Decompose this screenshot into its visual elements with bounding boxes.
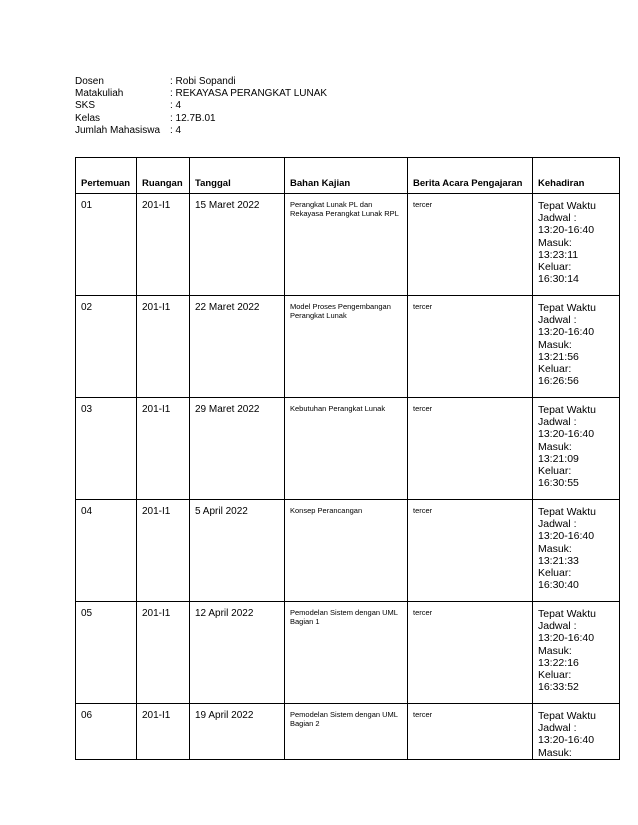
info-value: : Robi Sopandi <box>170 76 236 87</box>
table-row <box>76 194 620 296</box>
cell-bahan-kajian: Kebutuhan Perangkat Lunak <box>285 398 408 500</box>
header-kehadiran: Kehadiran <box>533 158 620 194</box>
info-row-sks <box>75 100 327 112</box>
info-label: SKS <box>75 100 96 112</box>
cell-kehadiran: Tepat Waktu Jadwal : 13:20-16:40 Masuk: <box>533 704 620 760</box>
cell-pertemuan: 01 <box>76 194 137 296</box>
cell-tanggal: 19 April 2022 <box>190 704 285 760</box>
header-berita-acara: Berita Acara Pengajaran <box>408 158 533 194</box>
cell-tanggal: 15 Maret 2022 <box>190 194 285 296</box>
info-label: Kelas <box>75 112 101 124</box>
table-header-row <box>76 158 620 194</box>
cell-bahan-kajian: Pemodelan Sistem dengan UML Bagian 1 <box>285 602 408 704</box>
cell-ruangan: 201-I1 <box>137 398 190 500</box>
cell-pertemuan: 02 <box>76 296 137 398</box>
info-row-dosen <box>75 76 327 88</box>
cell-tanggal: 5 April 2022 <box>190 500 285 602</box>
cell-bahan-kajian: Model Proses Pengembangan Perangkat Lunak <box>285 296 408 398</box>
info-value: : REKAYASA PERANGKAT LUNAK <box>170 88 328 100</box>
info-value: : 12.7B.01 <box>170 112 216 124</box>
cell-pertemuan: 05 <box>76 602 137 704</box>
cell-kehadiran: Tepat Waktu Jadwal : 13:20-16:40 Masuk: 13:21:56 Keluar: 16:26:56 <box>533 296 620 398</box>
cell-ruangan: 201-I1 <box>137 296 190 398</box>
info-value: : 4 <box>170 124 182 136</box>
cell-berita-acara: tercer <box>408 704 533 760</box>
cell-berita-acara: tercer <box>408 398 533 500</box>
cell-bahan-kajian: Pemodelan Sistem dengan UML Bagian 2 <box>285 704 408 760</box>
course-info <box>75 76 327 137</box>
cell-bahan-kajian: Konsep Perancangan <box>285 500 408 602</box>
table-row <box>76 602 620 704</box>
cell-kehadiran: Tepat Waktu Jadwal : 13:20-16:40 Masuk: 13:22:16 Keluar: 16:33:52 <box>533 602 620 704</box>
cell-tanggal: 12 April 2022 <box>190 602 285 704</box>
cell-berita-acara: tercer <box>408 194 533 296</box>
cell-berita-acara: tercer <box>408 500 533 602</box>
cell-kehadiran: Tepat Waktu Jadwal : 13:20-16:40 Masuk: 13:21:33 Keluar: 16:30:40 <box>533 500 620 602</box>
cell-ruangan: 201-I1 <box>137 704 190 760</box>
attendance-table <box>75 157 620 760</box>
cell-tanggal: 29 Maret 2022 <box>190 398 285 500</box>
cell-kehadiran: Tepat Waktu Jadwal : 13:20-16:40 Masuk: 13:23:11 Keluar: 16:30:14 <box>533 194 620 296</box>
cell-kehadiran: Tepat Waktu Jadwal : 13:20-16:40 Masuk: 13:21:09 Keluar: 16:30:55 <box>533 398 620 500</box>
cell-berita-acara: tercer <box>408 296 533 398</box>
header-tanggal: Tanggal <box>190 158 285 194</box>
cell-tanggal: 22 Maret 2022 <box>190 296 285 398</box>
info-row-kelas <box>75 113 327 125</box>
info-row-matakuliah <box>75 88 327 100</box>
cell-bahan-kajian: Perangkat Lunak PL dan Rekayasa Perangkat Lunak RPL <box>285 194 408 296</box>
cell-pertemuan: 06 <box>76 704 137 760</box>
cell-pertemuan: 04 <box>76 500 137 602</box>
info-label: Matakuliah <box>75 88 124 100</box>
cell-ruangan: 201-I1 <box>137 500 190 602</box>
cell-ruangan: 201-I1 <box>137 602 190 704</box>
table-row <box>76 704 620 760</box>
table-row <box>76 398 620 500</box>
cell-berita-acara: tercer <box>408 602 533 704</box>
cell-pertemuan: 03 <box>76 398 137 500</box>
info-value: : 4 <box>170 100 182 112</box>
info-row-jumlah-mahasiswa <box>75 125 327 137</box>
header-ruangan: Ruangan <box>137 158 190 194</box>
header-pertemuan: Pertemuan <box>76 158 137 194</box>
cell-ruangan: 201-I1 <box>137 194 190 296</box>
info-label: Jumlah Mahasiswa <box>75 124 161 136</box>
table-row <box>76 500 620 602</box>
header-bahan-kajian: Bahan Kajian <box>285 158 408 194</box>
table-row <box>76 296 620 398</box>
info-label: Dosen <box>75 76 104 87</box>
